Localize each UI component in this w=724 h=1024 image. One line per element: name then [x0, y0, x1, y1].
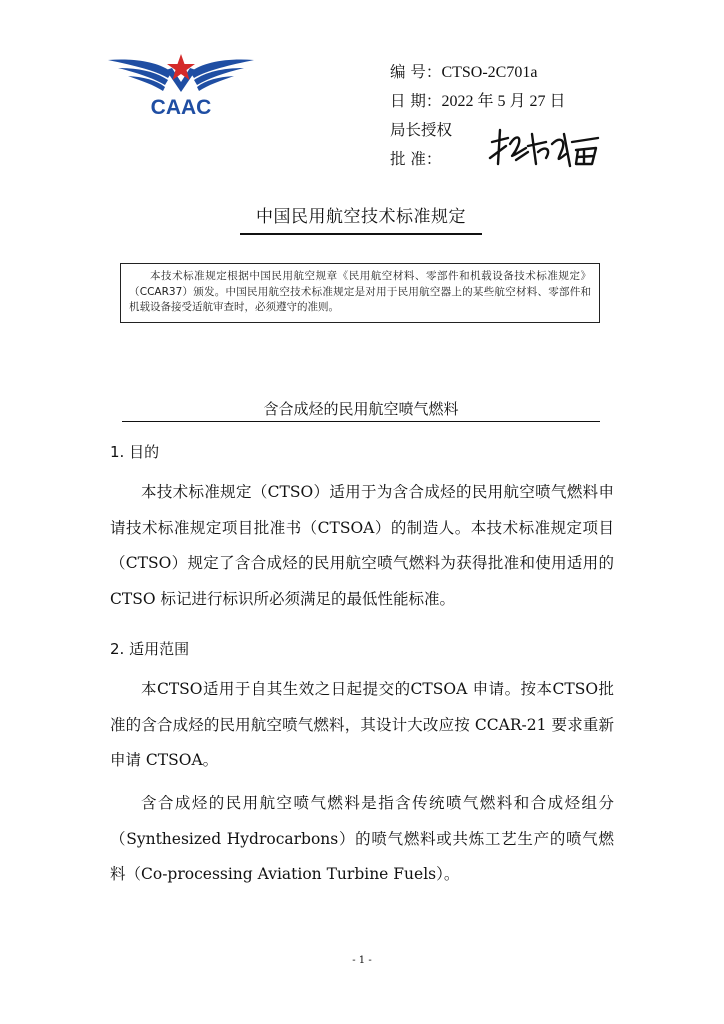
section-2-heading: 2. 适用范围 [110, 640, 190, 658]
number-value: CTSO-2C701a [441, 64, 538, 81]
approval-label-1: 局长授权 [390, 121, 453, 139]
date-row [390, 87, 565, 116]
number-row [390, 58, 565, 87]
approval-label-2: 批 准： [390, 150, 442, 168]
caac-logo [106, 48, 256, 128]
section-1-paragraph: 本技术标准规定（CTSO）适用于为含合成烃的民用航空喷气燃料申请技术标准规定项目批准书（CTSOA）的制造人。本技术标准规定项目（CTSO）规定了含合成烃的民用航空喷气燃料为获得批准和使用适用的 CTSO 标记进行标识所必须满足的最低性能标准。 [110, 483, 614, 608]
date-value: 2022 年 5 月 27 日 [441, 93, 566, 110]
title-underline [240, 233, 482, 235]
number-label: 编 号： [390, 63, 442, 81]
logo-text: CAAC [150, 96, 212, 119]
subject-title: 含合成烃的民用航空喷气燃料 [263, 400, 459, 418]
section-2-paragraph-2: 含合成烃的民用航空喷气燃料是指含传统喷气燃料和合成烃组分（Synthesized Hydrocarbons）的喷气燃料或共炼工艺生产的喷气燃料（Co-processing Aviation Turbine Fuels）。 [110, 794, 614, 883]
subject-underline [122, 421, 600, 422]
notice-text: 本技术标准规定根据中国民用航空规章《民用航空材料、零部件和机载设备技术标准规定》（CCAR37）颁发。中国民用航空技术标准规定是对用于民用航空器上的某些航空材料、零部件和机载设备接受适航审查时，必须遵守的准则。 [129, 270, 591, 313]
document-title: 中国民用航空技术标准规定 [256, 207, 466, 227]
notice-box [120, 263, 600, 323]
date-label: 日 期： [390, 92, 442, 110]
signature-image [486, 124, 604, 172]
section-1-heading: 1. 目的 [110, 443, 160, 461]
page-number: - 1 - [352, 955, 372, 966]
section-2-paragraph-1: 本CTSO适用于自其生效之日起提交的CTSOA 申请。按本CTSO批准的含合成烃的民用航空喷气燃料，其设计大改应按 CCAR-21 要求重新申请 CTSOA。 [110, 680, 614, 769]
